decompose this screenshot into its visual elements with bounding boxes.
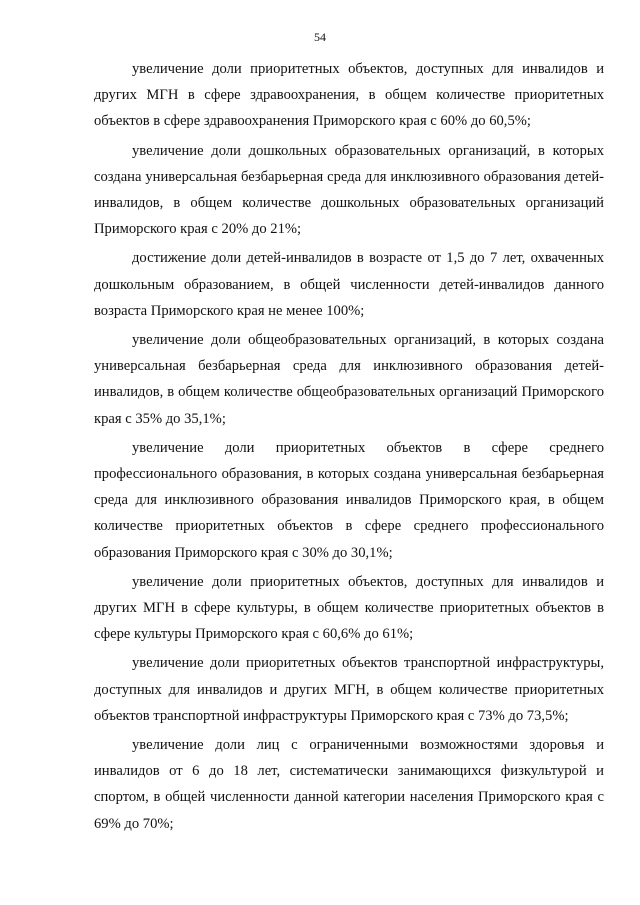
paragraph-general-education: увеличение доли общеобразовательных организаций, в которых создана универсальная безбарьерная среда для инклюзивного образования детей-инвалидов, в общем количестве общеобразовательных организаций Приморского края с 35% до 35,1%; bbox=[94, 332, 604, 427]
paragraph-preschool-organizations: увеличение доли дошкольных образовательных организаций, в которых создана универсальная безбарьерная среда для инклюзивного образования детей-инвалидов, в общем количестве дошкольных образовательных организаций Приморского края с 20% до 21%; bbox=[94, 142, 604, 238]
paragraph-transport: увеличение доли приоритетных объектов транспортной инфраструктуры, доступных для инвалидов и других МГН, в общем количестве приоритетных объектов транспортной инфраструктуры Приморского края с 73% до 73,5%; bbox=[94, 655, 604, 724]
paragraph-vocational-education: увеличение доли приоритетных объектов в сфере среднего профессионального образования, в которых создана универсальная безбарьерная среда для инклюзивного образования инвалидов Приморского края, в общем количестве приоритетных объектов в сфере среднего профессионального образования Приморского края с 30% до 30,1%; bbox=[94, 439, 604, 561]
paragraph-culture: увеличение доли приоритетных объектов, доступных для инвалидов и других МГН в сфере культуры, в общем количестве приоритетных объектов в сфере культуры Приморского края с 60,6% до 61%; bbox=[94, 573, 604, 643]
document-body bbox=[94, 56, 604, 840]
paragraph-healthcare: увеличение доли приоритетных объектов, доступных для инвалидов и других МГН в сфере здравоохранения, в общем количестве приоритетных объектов в сфере здравоохранения Приморского края с 60% до 60,5%; bbox=[94, 61, 604, 130]
paragraph-sports: увеличение доли лиц с ограниченными возможностями здоровья и инвалидов от 6 до 18 лет, систематически занимающихся физкультурой и спортом, в общей численности данной категории населения Приморского края с 69% до 70%; bbox=[94, 737, 604, 832]
page-number: 54 bbox=[314, 30, 326, 44]
paragraph-preschool-children: достижение доли детей-инвалидов в возрасте от 1,5 до 7 лет, охваченных дошкольным образованием, в общей численности детей-инвалидов данного возраста Приморского края не менее 100%; bbox=[94, 250, 604, 319]
